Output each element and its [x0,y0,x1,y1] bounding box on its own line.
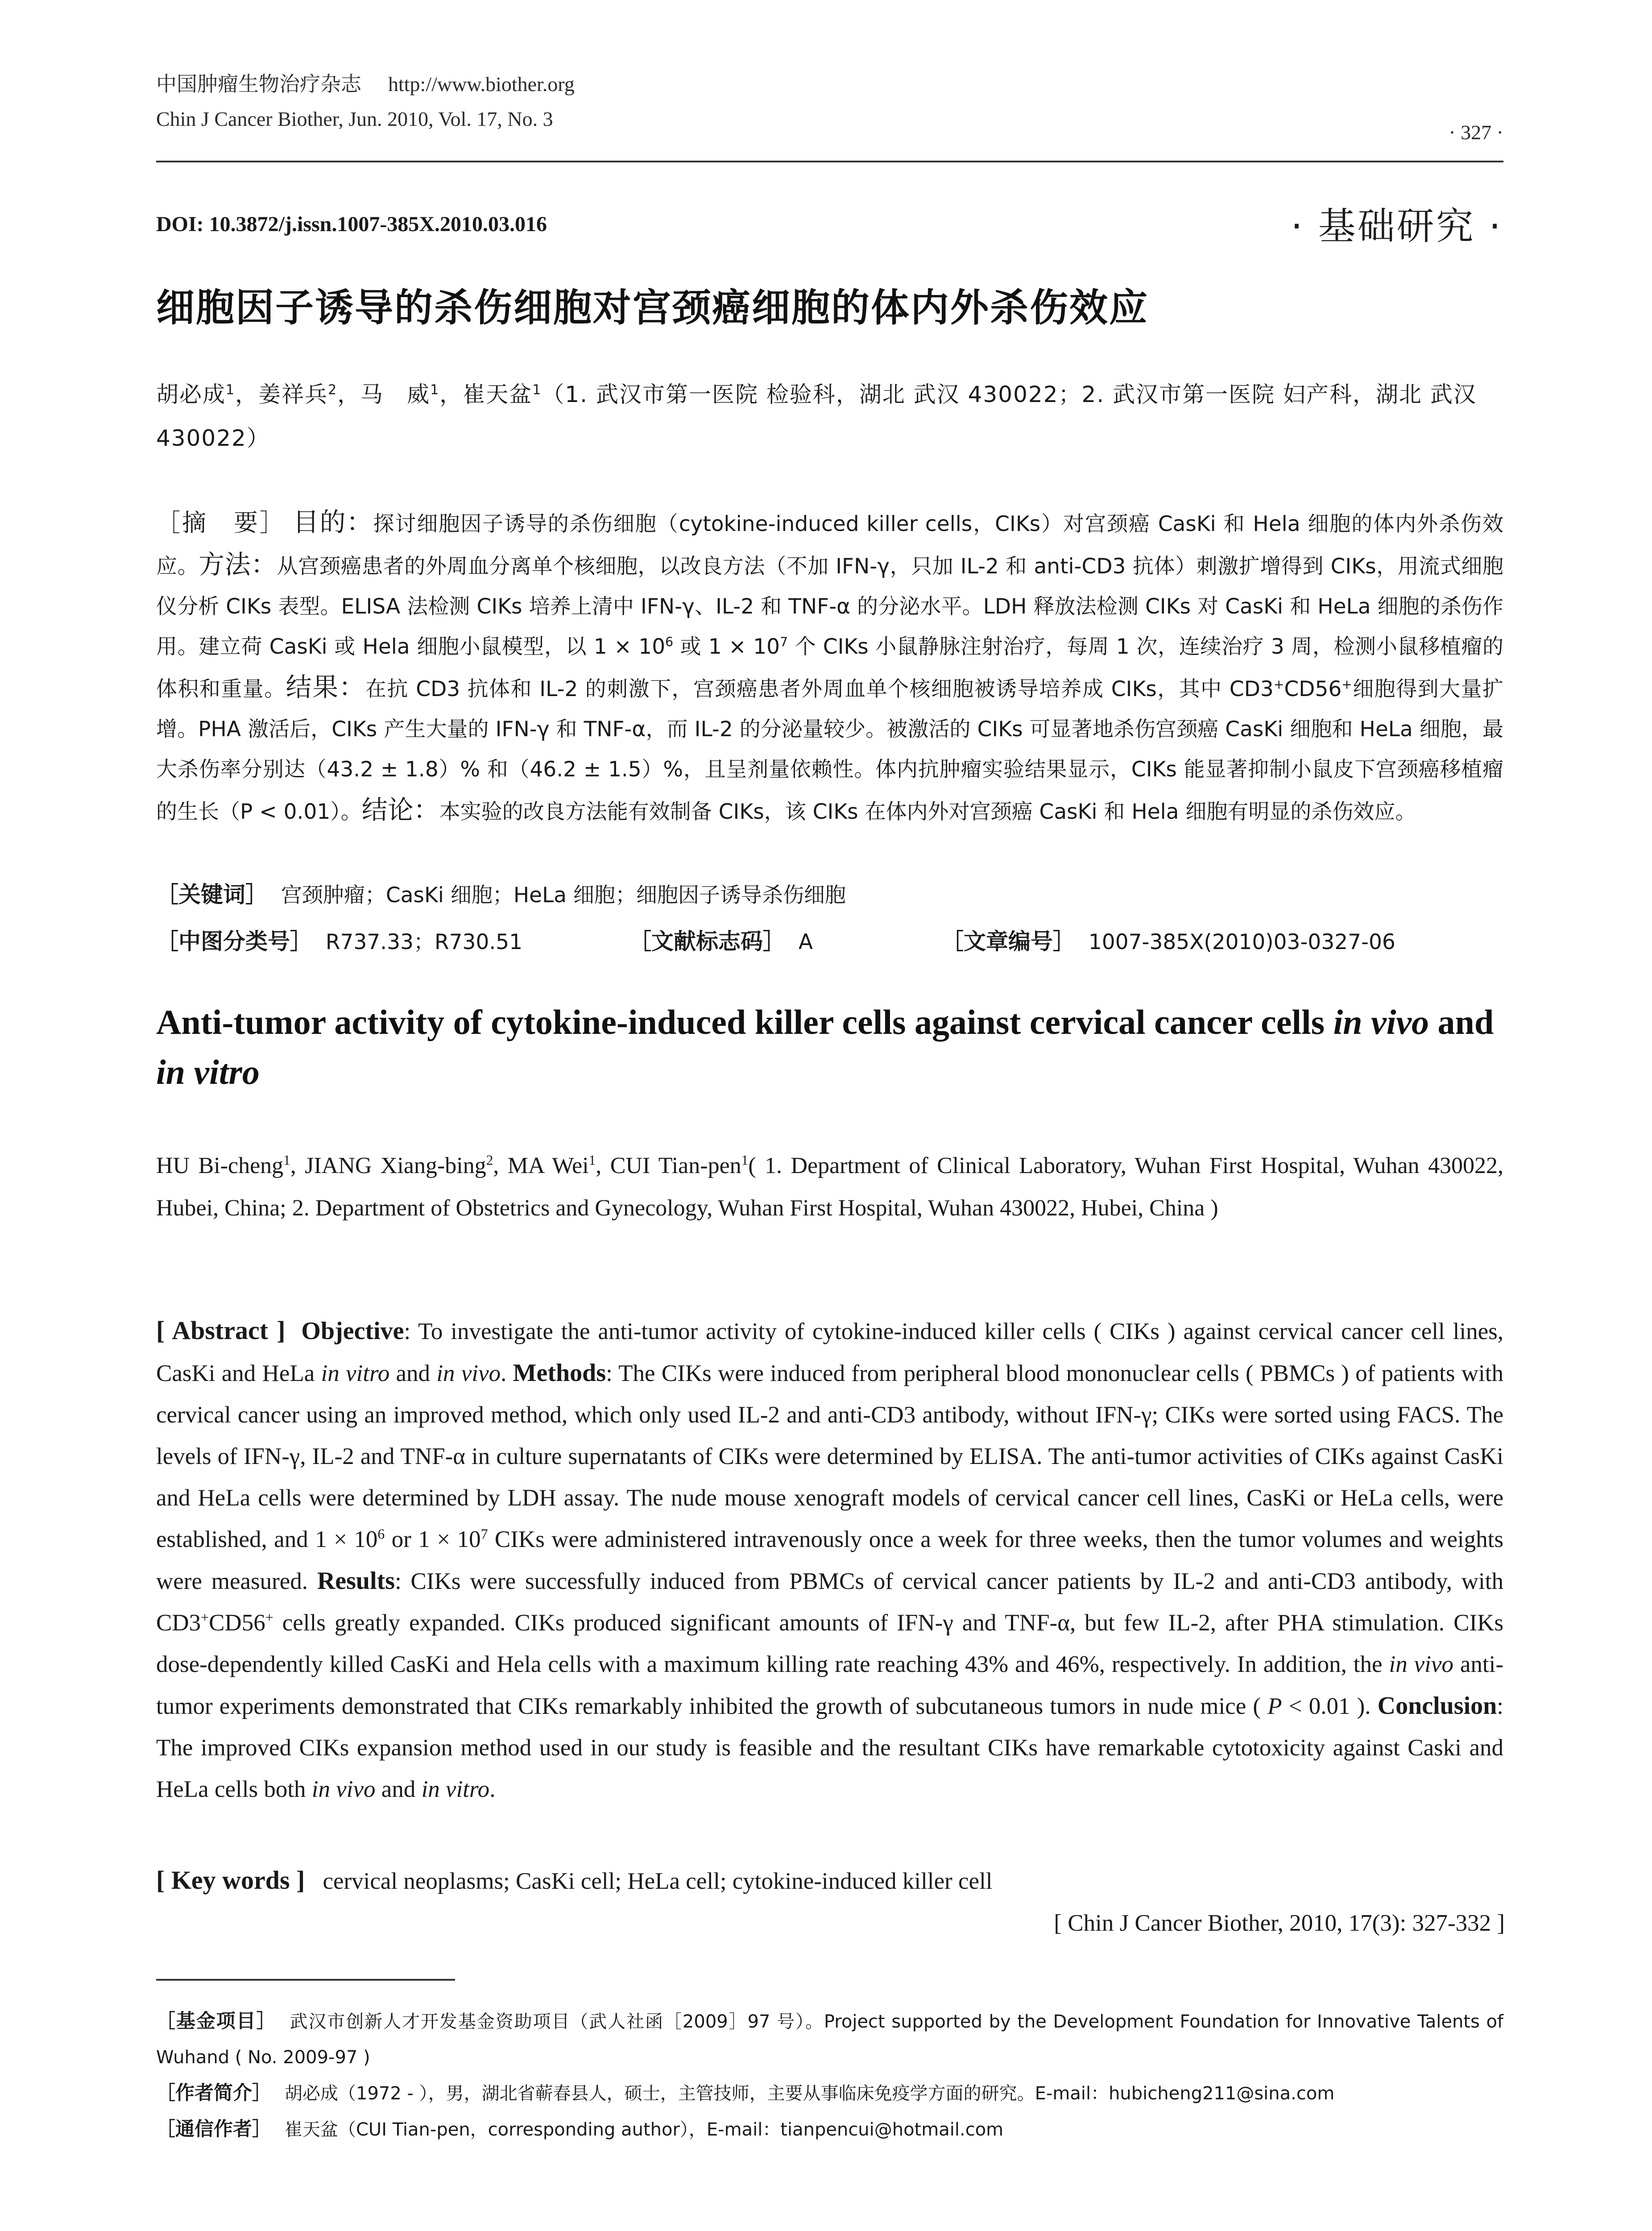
author-name: ，马 威 [337,382,431,407]
results-zh-part: 细胞得到大量扩增。PHA 激活后，CIKs 产生大量的 IFN-γ 和 TNF-α，而 IL-2 的分泌量较少。被激活的 CIKs 可显著地杀伤宫颈癌 CasKi 细胞和 HeLa 细胞，最大杀伤率分别达（43.2 ± 1.8）% 和（46.2 ± 1.5）%，且呈剂量依赖性。体内抗肿瘤实验结果显示，CIKs 能显著抑制小鼠皮下宫颈癌移植瘤的生长（P < 0.01）。 [156,677,1504,824]
superscript: 7 [480,1526,488,1542]
author-sup: 1 [226,382,236,398]
results-en-part: cells greatly expanded. CIKs produced significant amounts of IFN-γ and TNF-α, but few IL-2, after PHA stimulation. CIKs dose-dependently killed CasKi and Hela cells with a maximum killing rate reaching 43% and 46%, respectively. In addition, the [156,1610,1503,1677]
author-name: 胡必成 [156,382,226,407]
author-name: , MA Wei [493,1153,589,1178]
footnote-author [156,2075,1503,2111]
objective-en-part: and [389,1360,437,1386]
footnote-funding [156,2003,1503,2075]
clc-value: R737.33；R730.51 [325,930,523,954]
keywords-zh [156,877,1503,909]
section-tag: · 基础研究 · [1291,204,1503,248]
author-sup: 1 [532,382,542,398]
running-header [156,67,1503,161]
journal-name-zh: 中国肿瘤生物治疗杂志 [156,73,361,95]
superscript: + [201,1609,209,1626]
conclusion-en-part: and [375,1776,422,1802]
header-rule [156,161,1503,162]
authors-en [156,1145,1503,1229]
author-sup: 1 [283,1152,290,1168]
superscript: + [265,1609,273,1626]
superscript: 6 [377,1526,385,1542]
affiliation-zh: （1. 武汉市第一医院 检验科，湖北 武汉 430022；2. 武汉市第一医院 妇产科，湖北 武汉 430022） [156,382,1477,451]
title-en-part: Anti-tumor activity of cytokine-induced killer cells against cervical cancer cells [156,1003,1333,1041]
italic-term: in vivo [311,1776,376,1802]
abstract-zh [156,502,1503,832]
abstract-label-zh: ［摘 要］ [156,509,286,537]
conclusion-label-zh: 结论： [361,795,439,825]
methods-zh-part: 个 CIKs 小鼠静脉注射治疗，每周 1 次，连续治疗 3 周，检测小鼠移植瘤的体积和重量。 [156,634,1503,701]
affiliation-en: ( 1. Department of Clinical Laboratory, Wuhan First Hospital, Wuhan 430022, Hubei, China; 2. Department of Obstetrics and Gynecology, Wuhan First Hospital, Wuhan 430022, Hubei, China ) [156,1153,1503,1221]
conclusion-zh: 本实验的改良方法能有效制备 CIKs，该 CIKs 在体内外对宫颈癌 CasKi 和 Hela 细胞有明显的杀伤效应。 [439,800,1416,824]
article-no-label: ［文章编号］ [941,929,1075,954]
objective-label-en: Objective [301,1317,404,1345]
superscript: 7 [780,634,788,650]
footnote-rule [156,1979,455,1981]
title-en [156,997,1508,1097]
author-sup: 2 [328,382,338,398]
journal-citation-en: Chin J Cancer Biother, Jun. 2010, Vol. 17, No. 3 [156,108,553,130]
methods-label-en: Methods [513,1359,606,1387]
author-sup: 2 [486,1152,493,1168]
author-name: ，崔天盆 [439,382,533,407]
abstract-en [156,1310,1503,1810]
doc-code-label: ［文献标志码］ [629,929,785,954]
author-name: , CUI Tian-pen [596,1153,741,1178]
italic-term: in vitro [421,1776,490,1802]
objective-en: : To investigate the anti-tumor activity of cytokine-induced killer cells ( CIKs ) against cervical cancer cell lines, CasKi and HeLa [156,1319,1503,1386]
article-no-value: 1007-385X(2010)03-0327-06 [1088,930,1395,954]
clc-label: ［中图分类号］ [156,929,312,954]
methods-en-part: or 1 × 10 [385,1526,481,1552]
results-label-en: Results [317,1567,395,1595]
methods-label-zh: 方法： [199,549,277,580]
objective-label-zh: 目的： [293,507,373,537]
superscript: + [1341,677,1352,692]
results-label-zh: 结果： [286,672,366,702]
results-zh: 在抗 CD3 抗体和 IL-2 的刺激下，宫颈癌患者外周血单个核细胞被诱导培养成 CIKs，其中 CD3 [365,677,1274,701]
results-en-part: anti-tumor experiments demonstrated that CIKs remarkably inhibited the growth of subcutaneous tumors in nude mice ( [156,1651,1504,1719]
footnotes [156,2003,1503,2148]
author-sup: 1 [430,382,440,398]
author-name: HU Bi-cheng [156,1153,284,1178]
methods-zh: 从宫颈癌患者的外周血分离单个核细胞，以改良方法（不加 IFN-γ，只加 IL-2 和 anti-CD3 抗体）刺激扩增得到 CIKs，用流式细胞仪分析 CIKs 表型。ELISA 法检测 CIKs 培养上清中 IFN-γ、IL-2 和 TNF-α 的分泌水平。LDH 释放法检测 CIKs 对 CasKi 和 HeLa 细胞的杀伤作用。建立荷 CasKi 或 Hela 细胞小鼠模型，以 1 × 10 [156,554,1503,659]
italic-term: in vitro [321,1360,390,1386]
keywords-label-en: [ Key words ] [156,1866,305,1895]
clc [156,924,522,956]
abstract-label-en: [ Abstract ] [156,1316,286,1345]
italic-term: in vivo [1389,1651,1453,1677]
objective-zh: 探讨细胞因子诱导的杀伤细胞（cytokine-induced killer cells，CIKs）对宫颈癌 CasKi 和 Hela 细胞的体内外杀伤效应。 [156,512,1503,579]
keywords-value-en: cervical neoplasms; CasKi cell; HeLa cell; cytokine-induced killer cell [323,1868,993,1894]
corresponding-label: ［通信作者］ [156,2118,271,2140]
objective-en-part: . [501,1360,513,1386]
results-en: : CIKs were successfully induced from PBMCs of cervical cancer patients by IL-2 and anti-CD3 antibody, with CD3 [156,1568,1504,1636]
page-number: · 327 · [1449,121,1503,144]
methods-zh-part: 或 1 × 10 [673,634,780,659]
citation: [ Chin J Cancer Biother, 2010, 17(3): 327-332 ] [1054,1910,1505,1936]
author-sup: 1 [741,1152,749,1168]
italic-term: in vivo [436,1360,501,1386]
keywords-label-zh: ［关键词］ [156,882,268,908]
superscript: 6 [665,634,674,650]
title-en-italic: in vivo [1333,1003,1429,1041]
journal-url[interactable]: http://www.biother.org [388,73,575,95]
author-bio-text: 胡必成（1972 - ），男，湖北省蕲春县人，硕士，主管技师，主要从事临床免疫学方面的研究。E-mail：hubicheng211@sina.com [285,2083,1335,2104]
classification-line [156,924,1503,959]
keywords-en [156,1865,1503,1895]
results-zh-part: CD56 [1284,677,1342,701]
author-sup: 1 [588,1152,596,1168]
author-name: , JIANG Xiang-bing [290,1153,486,1178]
doi: DOI: 10.3872/j.issn.1007-385X.2010.03.016 [156,212,547,236]
footnote-corresponding [156,2111,1503,2148]
results-en-part: CD56 [209,1610,265,1636]
conclusion-label-en: Conclusion [1377,1692,1497,1720]
italic-term: P [1267,1693,1282,1719]
doc-code-value: A [798,930,813,954]
corresponding-text: 崔天盆（CUI Tian-pen，corresponding author），E-mail：tianpencui@hotmail.com [285,2119,1004,2140]
funding-label: ［基金项目］ [156,2010,277,2032]
funding-text: 武汉市创新人才开发基金资助项目（武人社函［2009］97 号）。Project supported by the Development Foundation for Innovative Talents of Wuhand ( No. 2009-97 ) [156,2011,1504,2068]
methods-en-part: CIKs were administered intravenously once a week for three weeks, then the tumor volumes and weights were measured. [156,1526,1503,1594]
article-number [941,924,1395,956]
conclusion-en: : The improved CIKs expansion method used in our study is feasible and the resultant CIKs have remarkable cytotoxicity against Caski and HeLa cells both [156,1693,1503,1802]
author-name: ，姜祥兵 [235,382,328,407]
authors-zh [156,373,1503,460]
methods-en: : The CIKs were induced from peripheral blood mononuclear cells ( PBMCs ) of patients with cervical cancer using an improved method, which only used IL-2 and anti-CD3 antibody, without IFN-γ; CIKs were sorted using FACS. The levels of IFN-γ, IL-2 and TNF-α in culture supernatants of CIKs were determined by ELISA. The anti-tumor activities of CIKs against CasKi and HeLa cells were determined by LDH assay. The nude mouse xenograft models of cervical cancer cell lines, CasKi or HeLa cells, were established, and 1 × 10 [156,1360,1504,1552]
title-en-italic: in vitro [156,1053,260,1091]
author-bio-label: ［作者简介］ [156,2082,271,2104]
title-en-part: and [1429,1003,1494,1041]
superscript: + [1273,677,1284,692]
doc-code [629,924,813,956]
conclusion-en-part: . [489,1776,496,1802]
results-en-part: < 0.01 ). [1282,1693,1378,1719]
keywords-value-zh: 宫颈肿瘤；CasKi 细胞；HeLa 细胞；细胞因子诱导杀伤细胞 [281,883,846,908]
header-line-zh [156,67,1503,102]
title-zh: 细胞因子诱导的杀伤细胞对宫颈癌细胞的体内外杀伤效应 [156,286,1149,330]
